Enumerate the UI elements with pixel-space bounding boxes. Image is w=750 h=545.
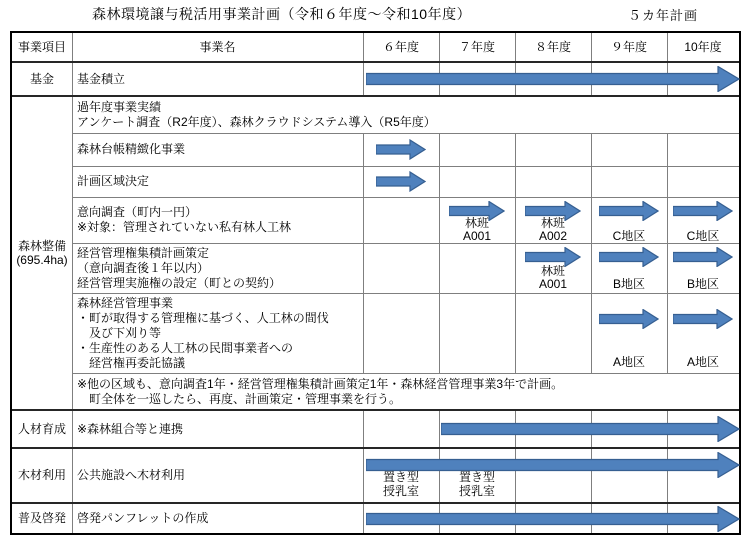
gantt-arrow-biz-y10 xyxy=(673,309,733,329)
section-label-forest-area: (695.4ha) xyxy=(16,253,68,267)
arrow-label-wood-y7 xyxy=(439,470,515,498)
section-label-hr: 人材育成 xyxy=(17,421,66,436)
section-label-forest-name: 森林整備 xyxy=(17,239,66,253)
row-past-line2: アンケート調査（R2年度）、森林クラウドシステム導入（R5年度） xyxy=(77,114,436,129)
row-biz-line1: 森林経営管理事業 xyxy=(77,295,174,310)
arrow-label-biz-y9: A地区 xyxy=(612,355,645,369)
plan-duration-label: ５カ年計画 xyxy=(628,8,699,23)
gantt-arrow-ledger-y6 xyxy=(376,139,426,160)
arrow-label-survey-y9: C地区 xyxy=(612,229,646,243)
section-label-pr: 普及啓発 xyxy=(17,510,66,525)
section-label-wood: 木材利用 xyxy=(17,468,66,482)
section-label-fund: 基金 xyxy=(29,71,54,86)
arrow-label-line: 林班 xyxy=(464,216,489,230)
row-plan-line3: 経営管理実施権の設定（町との契約） xyxy=(77,275,282,290)
row-past-results xyxy=(72,96,739,133)
row-note-line2: 町全体を一巡したら、再度、計画策定・管理事業を行う。 xyxy=(77,391,402,406)
row-plan-line2: （意向調査後１年以内） xyxy=(77,260,210,275)
gantt-arrow-zone-y6 xyxy=(376,171,426,192)
arrow-label-line: A001 xyxy=(538,277,568,291)
arrow-label-biz-y10: A地区 xyxy=(686,355,719,369)
grid-line xyxy=(363,133,364,373)
col-header-item: 事業項目 xyxy=(17,40,66,54)
grid-line xyxy=(439,133,440,373)
gantt-arrow-plan-y9 xyxy=(599,247,659,267)
arrow-label-survey-y7 xyxy=(439,216,515,243)
row-name-mgmt-plan xyxy=(72,243,363,293)
row-name-pr: 啓発パンフレットの作成 xyxy=(77,510,209,525)
row-biz-line4: ・生産性のある人工林の民間事業者への xyxy=(77,340,294,355)
row-biz-line3: 及び下刈り等 xyxy=(77,325,162,340)
row-name-mgmt-biz xyxy=(72,293,363,373)
gantt-arrow-survey-y10 xyxy=(673,201,733,221)
col-header-year-9: ９年度 xyxy=(610,40,647,54)
gantt-arrow-biz-y9 xyxy=(599,309,659,329)
arrow-label-plan-y9: B地区 xyxy=(612,277,645,291)
gantt-arrow-survey-y9 xyxy=(599,201,659,221)
arrow-label-line: 置き型 xyxy=(382,470,419,484)
row-biz-line2: ・町が取得する管理権に基づく、人工林の間伐 xyxy=(77,310,329,325)
col-header-name: 事業名 xyxy=(199,40,236,54)
gantt-arrow-pr xyxy=(366,506,740,532)
row-note xyxy=(72,373,739,410)
row-name-hr: ※森林組合等と連携 xyxy=(77,421,184,436)
col-header-year-6: ６年度 xyxy=(382,40,419,54)
row-name-fund: 基金積立 xyxy=(77,71,126,86)
arrow-label-line: 授乳室 xyxy=(382,484,419,498)
arrow-label-plan-y10: B地区 xyxy=(686,277,719,291)
section-label-forest xyxy=(12,96,72,410)
row-survey-line2: ※対象：管理されていない私有林人工林 xyxy=(77,220,292,234)
arrow-label-survey-y10: C地区 xyxy=(686,229,720,243)
arrow-label-plan-y8 xyxy=(515,265,591,291)
gantt-arrow-fund xyxy=(366,66,740,92)
col-header-year-7: ７年度 xyxy=(458,40,495,54)
row-biz-line5: 経営権再委託協議 xyxy=(77,355,186,370)
row-note-line1: ※他の区域も、意向調査1年・経営管理権集積計画策定1年・森林経営管理事業3年で計画。 xyxy=(77,376,564,391)
arrow-label-line: 授乳室 xyxy=(458,484,495,498)
arrow-label-survey-y8 xyxy=(515,216,591,243)
plan-table xyxy=(10,31,741,535)
row-name-wood: 公共施設へ木材利用 xyxy=(77,468,186,482)
row-plan-line1: 経営管理権集積計画策定 xyxy=(77,245,210,260)
col-header-year-8: ８年度 xyxy=(534,40,571,54)
gantt-arrow-plan-y10 xyxy=(673,247,733,267)
grid-line xyxy=(667,133,668,373)
arrow-label-line: 置き型 xyxy=(458,470,495,484)
arrow-label-wood-y6 xyxy=(363,470,439,498)
row-name-zone: 計画区域決定 xyxy=(77,174,150,188)
arrow-label-line: A002 xyxy=(538,229,568,243)
row-past-line1: 過年度事業実績 xyxy=(77,99,162,114)
grid-line xyxy=(591,133,592,373)
row-name-ledger: 森林台帳精緻化事業 xyxy=(77,142,186,156)
arrow-label-line: A001 xyxy=(462,229,492,243)
gantt-arrow-hr xyxy=(441,416,740,442)
row-survey-line1: 意向調査（町内一円） xyxy=(77,205,198,219)
row-name-survey xyxy=(72,197,363,243)
document-title: 森林環境譲与税活用事業計画（令和６年度～令和10年度） xyxy=(92,6,472,22)
arrow-label-line: 林班 xyxy=(540,216,565,230)
arrow-label-line: 林班 xyxy=(540,264,565,278)
grid-line xyxy=(515,133,516,373)
col-header-year-10: 10年度 xyxy=(684,40,722,54)
